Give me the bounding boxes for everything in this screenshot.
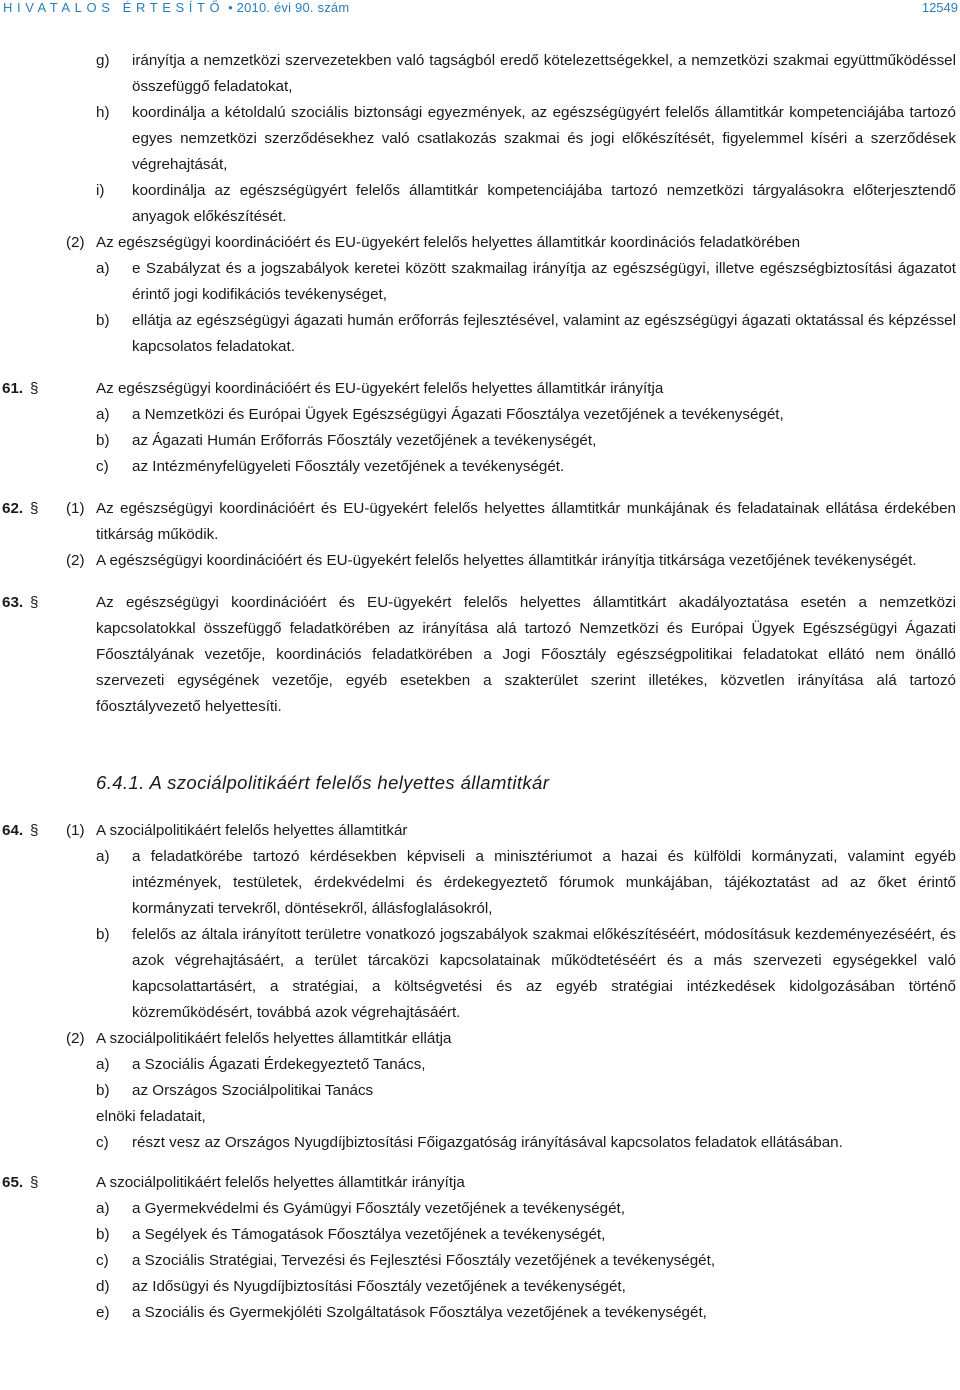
document-body [0, 48, 960, 1326]
section-text: Az egészségügyi koordinációért és EU-ügyekért felelős helyettes államtitkárt akadályoztatása esetén a nemzetközi kapcsolatokkal összefüggő feladatkörében az irányítása alá tartozó Nemzetközi és Európai Ügyek Egészségügyi Ágazati Főosztályának vezetője, koordinációs feladatkörében a Jogi Főosztály egészségpolitikai feladatokat ellátó nem önálló szervezeti egységének vezetője, egyéb esetekben a szakterület szerint illetékes, közvetlen irányítása alá tartozó főosztályvezető helyettesíti. [96, 594, 956, 715]
list-item [0, 1078, 960, 1104]
list-item [0, 256, 960, 308]
section-64-para-1 [0, 818, 960, 844]
list-item [0, 454, 960, 480]
list-item [0, 1052, 960, 1078]
item-text: a feladatkörébe tartozó kérdésekben képviseli a minisztériumot a hazai és külföldi kormányzati, valamint egyéb intézmények, testületek, érdekvédelmi és érdekegyeztető fórumok munkájában, tájékoztatást ad az őket érintő kormányzati tervekről, döntésekről, állásfoglalásokról, [132, 848, 956, 917]
item-text: a Segélyek és Támogatások Főosztálya vezetőjének a tevékenységét, [132, 1226, 606, 1243]
item-label: c) [96, 1134, 109, 1151]
section-62-para-1 [0, 496, 960, 548]
item-label: b) [96, 926, 110, 943]
section-num: 61. [2, 380, 24, 397]
section-symbol: § [30, 380, 39, 397]
section-num: 65. [2, 1174, 24, 1191]
item-text: ellátja az egészségügyi ágazati humán erőforrás fejlesztésével, valamint az egészségügyi ágazati oktatással és képzéssel kapcsolatos feladatokat. [132, 312, 956, 355]
section-61 [0, 376, 960, 402]
item-text: részt vesz az Országos Nyugdíjbiztosítási Főigazgatóság irányításával kapcsolatos feladatok ellátásában. [132, 1134, 843, 1151]
section-symbol: § [30, 822, 39, 839]
list-item [0, 922, 960, 1026]
item-text: az Országos Szociálpolitikai Tanács [132, 1082, 374, 1099]
section-num: 63. [2, 594, 24, 611]
list-item [0, 308, 960, 360]
section-num: 64. [2, 822, 24, 839]
item-text: a Szociális Ágazati Érdekegyeztető Tanács, [132, 1056, 426, 1073]
subsection-heading: 6.4.1. A szociálpolitikáért felelős helyettes államtitkár [96, 772, 550, 793]
item-label: b) [96, 312, 110, 329]
paragraph-label: (1) [66, 500, 85, 517]
item-label: i) [96, 182, 105, 199]
journal-name: HIVATALOS ÉRTESÍTŐ [3, 0, 225, 15]
page-header [0, 0, 960, 20]
issue-label: 2010. évi 90. szám [236, 0, 350, 15]
section-63 [0, 590, 960, 720]
list-item [0, 1248, 960, 1274]
item-text: az Intézményfelügyeleti Főosztály vezetőjének a tevékenységét. [132, 458, 565, 475]
paragraph-text: A szociálpolitikáért felelős helyettes államtitkár ellátja [96, 1030, 452, 1047]
item-label: a) [96, 406, 110, 423]
item-label: a) [96, 1056, 110, 1073]
item-text: a Gyermekvédelmi és Gyámügyi Főosztály vezetőjének a tevékenységét, [132, 1200, 625, 1217]
list-item [0, 1222, 960, 1248]
item-text: koordinálja az egészségügyért felelős államtitkár kompetenciájába tartozó nemzetközi tárgyalásokra előterjesztendő anyagok előkészítését. [132, 182, 956, 225]
item-label: c) [96, 458, 109, 475]
list-item [0, 428, 960, 454]
item-text: a Nemzetközi és Európai Ügyek Egészségügyi Ágazati Főosztálya vezetőjének a tevékenységét, [132, 406, 784, 423]
section-65 [0, 1170, 960, 1196]
item-text: koordinálja a kétoldalú szociális biztonsági egyezmények, az egészségügyért felelős államtitkár kompetenciájába tartozó egyes nemzetközi szerződésekhez való csatlakozás szakmai és jogi előkészítését, figyelemmel kíséri a szerződések végrehajtását, [132, 104, 956, 173]
list-item [0, 1196, 960, 1222]
list-item [0, 100, 960, 178]
item-label: a) [96, 260, 110, 277]
item-text: a Szociális és Gyermekjóléti Szolgáltatások Főosztálya vezetőjének a tevékenységét, [132, 1304, 707, 1321]
section-64-para-2 [0, 1026, 960, 1052]
page-number: 12549 [921, 0, 958, 15]
paragraph-text: A egészségügyi koordinációért és EU-ügyekért felelős helyettes államtitkár irányítja titkársága vezetőjének tevékenységét. [96, 552, 917, 569]
item-text: az Idősügyi és Nyugdíjbiztosítási Főosztály vezetőjének a tevékenységét, [132, 1278, 626, 1295]
item-text: e Szabályzat és a jogszabályok keretei között szakmailag irányítja az egészségügyi, illetve egészségbiztosítási ágazatot érintő jogi kodifikációs tevékenységet, [132, 260, 956, 303]
item-label: h) [96, 104, 110, 121]
list-item [0, 48, 960, 100]
item-label: e) [96, 1304, 110, 1321]
item-text: a Szociális Stratégiai, Tervezési és Fejlesztési Főosztály vezetőjének a tevékenységét, [132, 1252, 716, 1269]
section-symbol: § [30, 500, 39, 517]
paragraph-text: A szociálpolitikáért felelős helyettes államtitkár [96, 822, 408, 839]
list-item [0, 1130, 960, 1156]
item-label: d) [96, 1278, 110, 1295]
section-text: Az egészségügyi koordinációért és EU-ügyekért felelős helyettes államtitkár irányítja [96, 380, 664, 397]
paragraph-label: (2) [66, 552, 85, 569]
section-num: 62. [2, 500, 24, 517]
list-item [0, 1300, 960, 1326]
item-label: a) [96, 1200, 110, 1217]
section-text: A szociálpolitikáért felelős helyettes államtitkár irányítja [96, 1174, 465, 1191]
paragraph-text: Az egészségügyi koordinációért és EU-ügyekért felelős helyettes államtitkár koordinációs feladatkörében [96, 234, 801, 251]
paragraph [0, 230, 960, 256]
paragraph-label: (1) [66, 822, 85, 839]
item-label: b) [96, 1082, 110, 1099]
section-symbol: § [30, 594, 39, 611]
paragraph-text: Az egészségügyi koordinációért és EU-ügyekért felelős helyettes államtitkár munkájának és feladatainak ellátása érdekében titkárság működik. [96, 500, 956, 543]
item-label: g) [96, 52, 110, 69]
item-label: b) [96, 432, 110, 449]
item-text: az Ágazati Humán Erőforrás Főosztály vezetőjének a tevékenységét, [132, 432, 597, 449]
paragraph-label: (2) [66, 234, 85, 251]
paragraph-label: (2) [66, 1030, 85, 1047]
section-symbol: § [30, 1174, 39, 1191]
item-text: irányítja a nemzetközi szervezetekben való tagságból eredő kötelezettségekkel, a nemzetközi szakmai együttműködéssel összefüggő feladatokat, [132, 52, 956, 95]
list-item [0, 1274, 960, 1300]
header-bullet: • [228, 0, 233, 15]
list-item [0, 402, 960, 428]
item-label: b) [96, 1226, 110, 1243]
paragraph-tail: elnöki feladatait, [96, 1108, 206, 1125]
item-label: a) [96, 848, 110, 865]
item-text: felelős az általa irányított területre vonatkozó jogszabályok szakmai előkészítéséért, módosításuk kezdeményezéséért, és azok végrehajtásáért, a terület tárcaközi kapcsolatainak működtetéséért és a más szervezeti egységekkel való kapcsolattartásért, a stratégiai, a költségvetési és az egyéb stratégiai intézkedések kidolgozásában történő közreműködésért, továbbá azok végrehajtásáért. [132, 926, 956, 1021]
list-item [0, 844, 960, 922]
journal-title [3, 0, 349, 21]
list-item [0, 178, 960, 230]
section-62-para-2 [0, 548, 960, 574]
item-label: c) [96, 1252, 109, 1269]
